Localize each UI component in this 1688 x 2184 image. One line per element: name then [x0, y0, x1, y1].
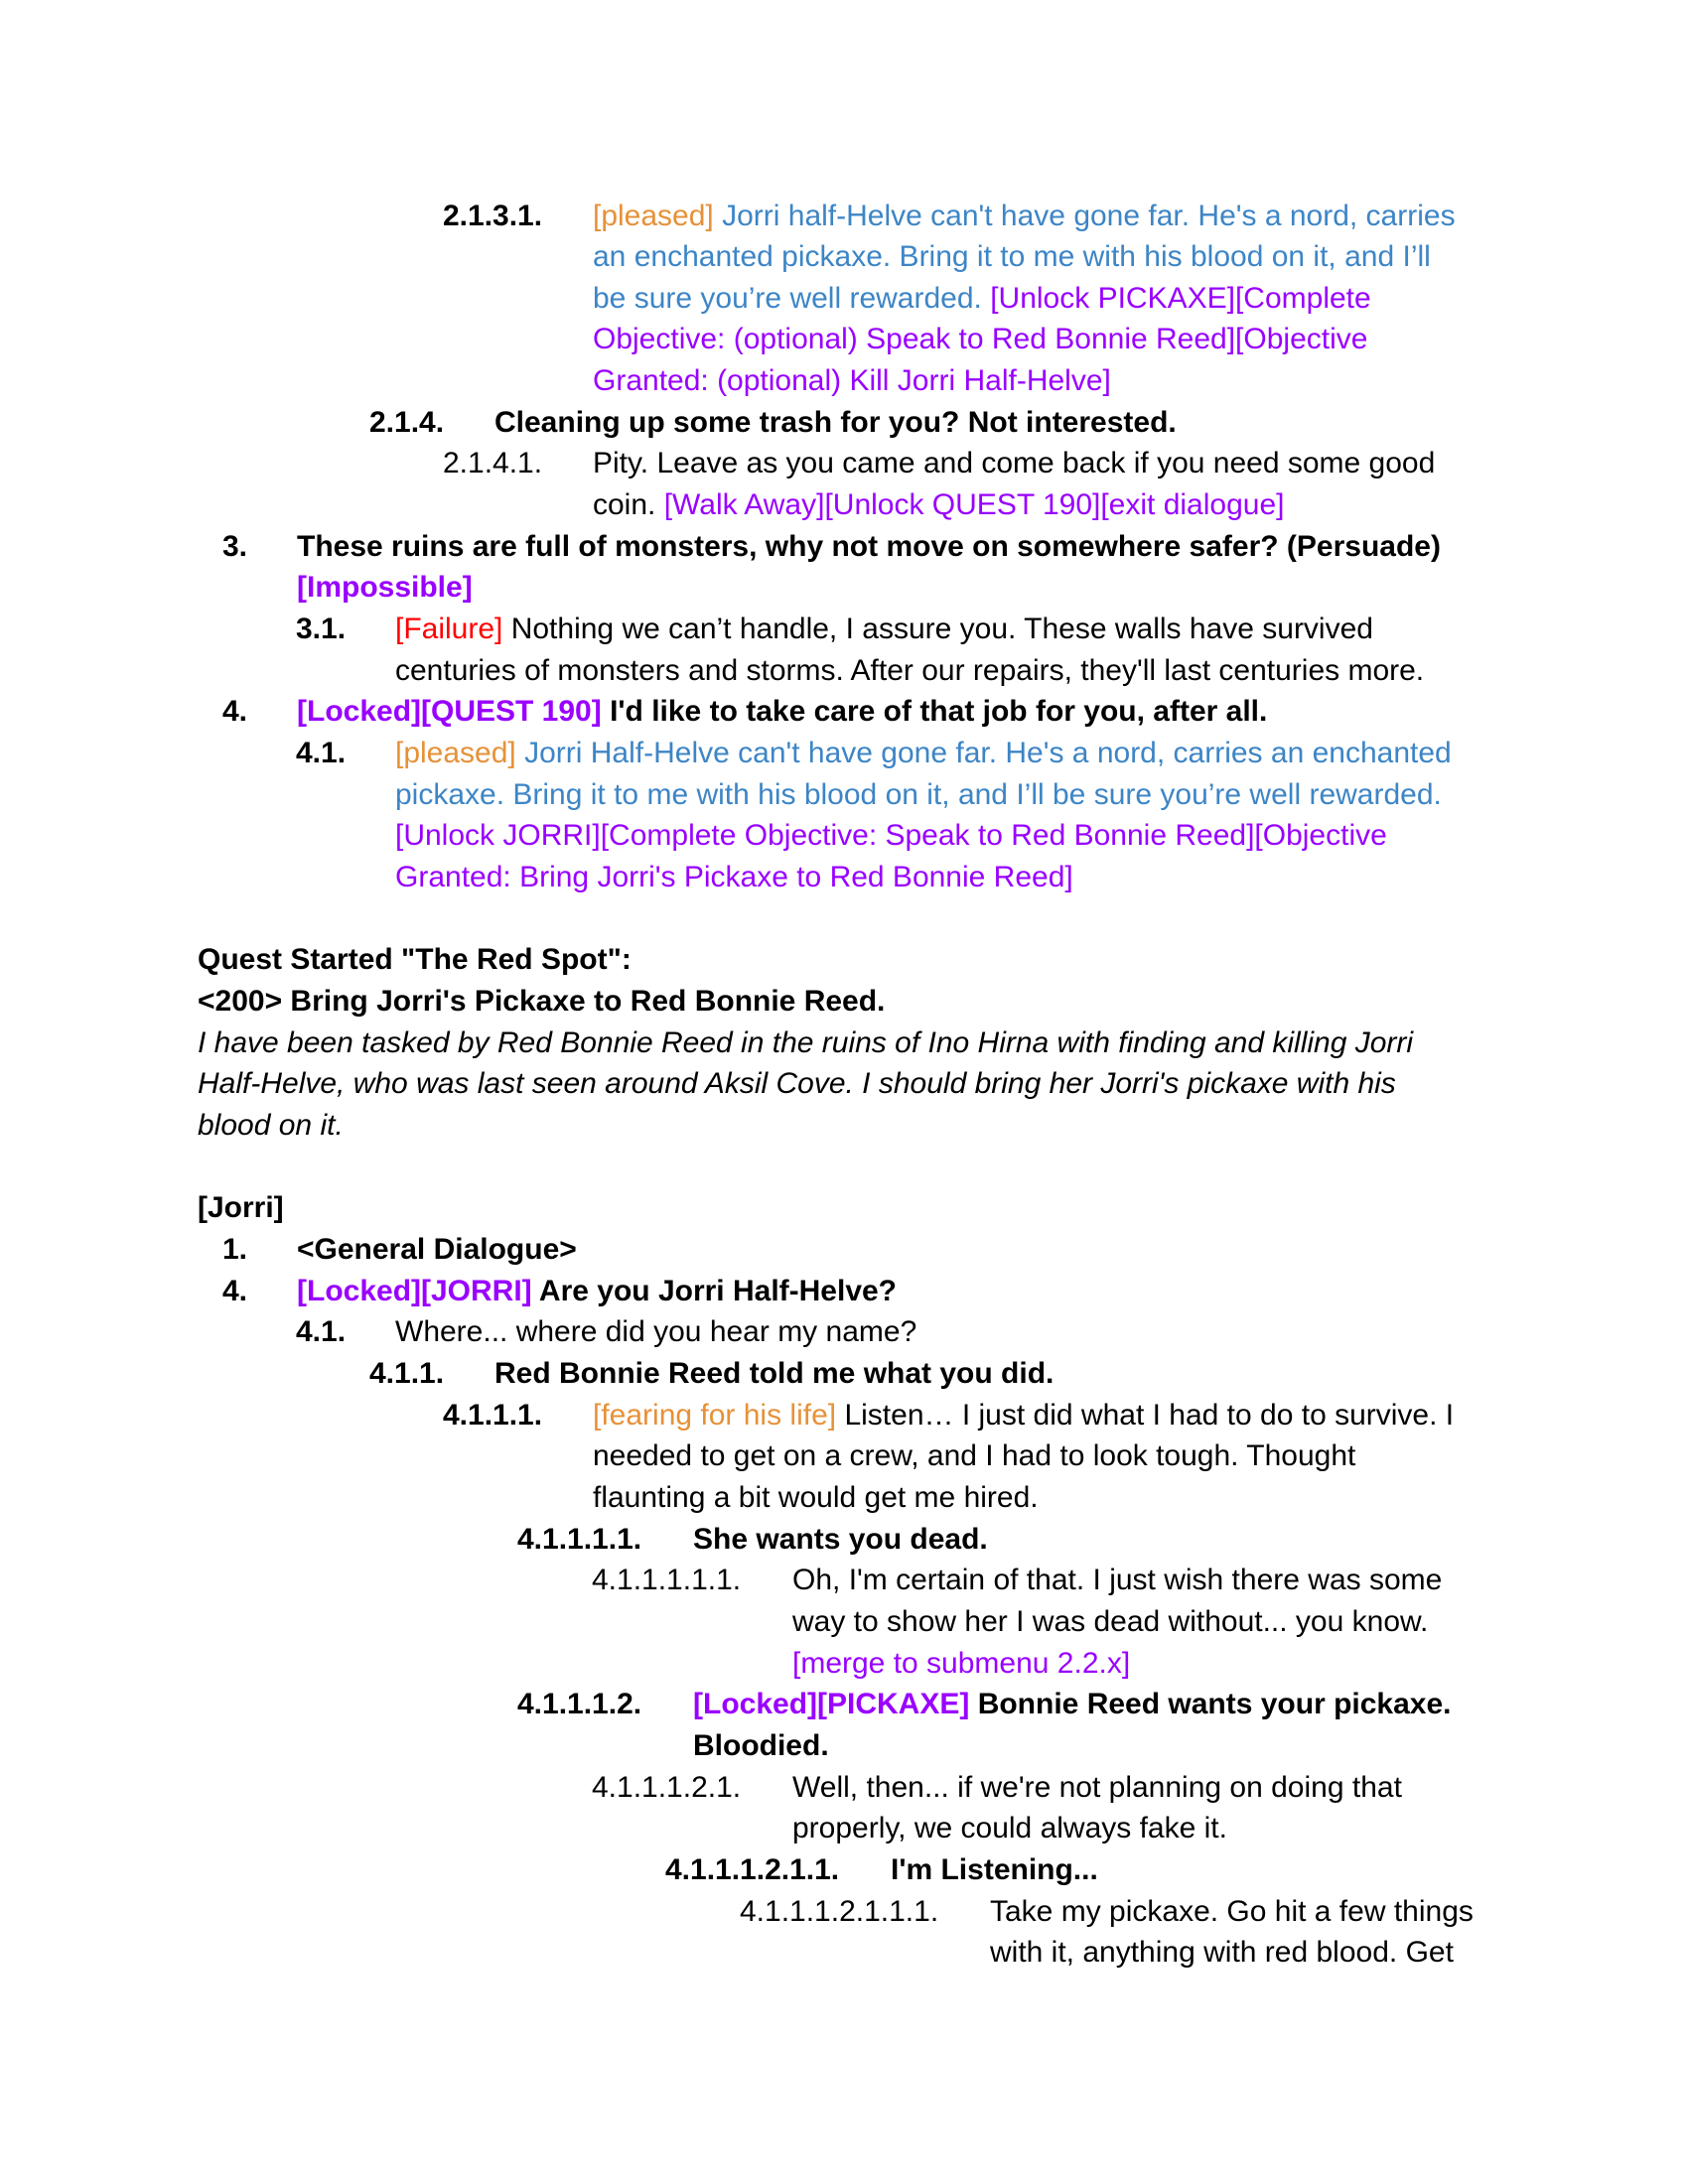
npc-line: Well, then... if we're not planning on doing that	[792, 1771, 1402, 1804]
player-choice: I'm Listening...	[891, 1853, 1098, 1886]
entry-line	[0, 815, 1688, 857]
entry-2-1-4-1	[0, 443, 1688, 484]
quest-journal-line	[0, 1063, 1688, 1105]
npc-line: properly, we could always fake it.	[792, 1812, 1227, 1844]
script-tag: [Unlock PICKAXE][Complete	[990, 282, 1371, 315]
journal-text: Half-Helve, who was last seen around Aksil Cove. I should bring her Jorri's pickaxe with his	[198, 1067, 1396, 1100]
quest-started-heading	[0, 939, 1688, 981]
quest-objective	[0, 981, 1688, 1023]
outline-number: 2.1.4.	[369, 406, 445, 439]
entry-3	[0, 526, 1688, 568]
entry-line	[0, 1808, 1688, 1849]
script-tag: [Walk Away][Unlock QUEST 190][exit dialogue]	[663, 488, 1285, 521]
npc-line: centuries of monsters and storms. After our repairs, they'll last centuries more.	[395, 654, 1425, 687]
locked-tag: [Locked][JORRI]	[297, 1275, 532, 1307]
quest-title: Quest Started "The Red Spot":	[198, 943, 632, 976]
entry-3-1	[0, 609, 1688, 650]
player-choice: Red Bonnie Reed told me what you did.	[494, 1357, 1055, 1390]
npc-line: pickaxe. Bring it to me with his blood on it, and I’ll be sure you’re well rewarded.	[395, 778, 1442, 811]
journal-text: I have been tasked by Red Bonnie Reed in the ruins of Ino Hirna with finding and killing Jorri	[198, 1026, 1414, 1059]
entry-text	[297, 691, 1267, 733]
entry-4	[0, 691, 1688, 733]
entry-2-1-3-1	[0, 196, 1688, 237]
outline-number: 2.1.4.1.	[443, 447, 543, 479]
npc-line: Listen… I just did what I had to do to survive. I	[836, 1399, 1455, 1432]
npc-line: way to show her I was dead without... you know.	[792, 1605, 1429, 1638]
emotion-tag: [pleased]	[395, 737, 516, 769]
objective-text: <200> Bring Jorri's Pickaxe to Red Bonnie Reed.	[198, 985, 886, 1018]
entry-text	[593, 484, 1284, 526]
player-choice: Cleaning up some trash for you? Not interested.	[494, 406, 1177, 439]
outline-number: 4.1.1.1.1.	[517, 1523, 642, 1556]
npc-line: an enchanted pickaxe. Bring it to me with his blood on it, and I’ll	[593, 240, 1431, 273]
entry-line	[0, 857, 1688, 898]
entry-4-1-1-1-2-1-1-1	[0, 1891, 1688, 1933]
npc-line: with it, anything with red blood. Get	[990, 1936, 1454, 1969]
script-tag: Granted: Bring Jorri's Pickaxe to Red Bonnie Reed]	[395, 861, 1073, 893]
speaker-name: [Jorri]	[198, 1191, 284, 1224]
entry-4-1-1-1-2-1	[0, 1767, 1688, 1809]
entry-line	[0, 1932, 1688, 1974]
npc-line: be sure you’re well rewarded.	[593, 282, 991, 315]
quest-journal-line	[0, 1023, 1688, 1064]
emotion-tag: [pleased]	[593, 200, 714, 232]
outline-number: 4.1.	[296, 1315, 347, 1348]
script-tag: Granted: (optional) Kill Jorri Half-Helve]	[593, 364, 1111, 397]
npc-line: Jorri half-Helve can't have gone far. He's a nord, carries	[713, 200, 1456, 232]
npc-line: Pity. Leave as you came and come back if you need some good	[593, 447, 1436, 479]
outline-number: 2.1.3.1.	[443, 200, 543, 232]
outline-number: 4.1.1.1.1.1.	[592, 1564, 742, 1596]
outline-number: 4.1.	[296, 737, 347, 769]
player-choice: <General Dialogue>	[297, 1233, 577, 1266]
player-choice: I'd like to take care of that job for you, after all.	[601, 695, 1268, 728]
entry-4-1-1-1-1-1	[0, 1560, 1688, 1601]
script-tag: [merge to submenu 2.2.x]	[792, 1647, 1131, 1680]
outline-number: 4.1.1.1.2.	[517, 1688, 642, 1720]
outline-number: 4.	[222, 695, 248, 728]
script-tag: [Impossible]	[297, 571, 473, 604]
player-choice: Bonnie Reed wants your pickaxe.	[969, 1688, 1452, 1720]
entry-text	[693, 1684, 1452, 1725]
entry-4-1-1-1-1	[0, 1519, 1688, 1561]
entry-4-1-1-1-2-1-1	[0, 1849, 1688, 1891]
entry-line	[0, 1477, 1688, 1519]
outline-number: 4.1.1.1.2.1.	[592, 1771, 742, 1804]
entry-text	[297, 1271, 897, 1312]
entry-line	[0, 278, 1688, 320]
entry-text	[395, 609, 1373, 650]
entry-line	[0, 1435, 1688, 1477]
entry-text	[593, 1395, 1454, 1436]
entry-line	[0, 567, 1688, 609]
entry-line	[0, 1643, 1688, 1685]
outline-number: 3.1.	[296, 613, 347, 645]
entry-4-1-1-1	[0, 1395, 1688, 1436]
entry-line	[0, 1601, 1688, 1643]
entry-4	[0, 1271, 1688, 1312]
entry-1	[0, 1229, 1688, 1271]
outline-number: 4.1.1.1.	[443, 1399, 543, 1432]
locked-tag: [Locked][PICKAXE]	[693, 1688, 970, 1720]
outline-number: 3.	[222, 530, 248, 563]
npc-line: coin.	[593, 488, 664, 521]
npc-line: Take my pickaxe. Go hit a few things	[990, 1895, 1474, 1928]
entry-line	[0, 650, 1688, 692]
entry-line	[0, 236, 1688, 278]
npc-line: Nothing we can’t handle, I assure you. These walls have survived	[502, 613, 1373, 645]
player-choice: Bloodied.	[693, 1729, 829, 1762]
locked-tag: [Locked][QUEST 190]	[297, 695, 602, 728]
entry-4-1-1-1-2	[0, 1684, 1688, 1725]
npc-line: needed to get on a crew, and I had to look tough. Thought	[593, 1439, 1356, 1472]
speaker-heading	[0, 1187, 1688, 1229]
entry-2-1-4	[0, 402, 1688, 444]
npc-line: Oh, I'm certain of that. I just wish there was some	[792, 1564, 1443, 1596]
quest-journal-line	[0, 1105, 1688, 1147]
script-tag: Objective: (optional) Speak to Red Bonnie Reed][Objective	[593, 323, 1368, 355]
entry-line	[0, 360, 1688, 402]
entry-line	[0, 319, 1688, 360]
entry-line	[0, 484, 1688, 526]
journal-text: blood on it.	[198, 1109, 344, 1142]
npc-line: Where... where did you hear my name?	[395, 1315, 917, 1348]
entry-4-1-1	[0, 1353, 1688, 1395]
outline-number: 4.1.1.	[369, 1357, 445, 1390]
script-tag: [Unlock JORRI][Complete Objective: Speak to Red Bonnie Reed][Objective	[395, 819, 1387, 852]
entry-text	[593, 196, 1456, 237]
outline-number: 1.	[222, 1233, 248, 1266]
outline-number: 4.1.1.1.2.1.1.	[665, 1853, 840, 1886]
outline-number: 4.1.1.1.2.1.1.1.	[740, 1895, 939, 1928]
entry-line	[0, 774, 1688, 816]
player-choice: She wants you dead.	[693, 1523, 988, 1556]
entry-4-1	[0, 733, 1688, 774]
player-choice: Are you Jorri Half-Helve?	[531, 1275, 898, 1307]
emotion-tag: [fearing for his life]	[593, 1399, 837, 1432]
npc-line: flaunting a bit would get me hired.	[593, 1481, 1039, 1514]
failure-tag: [Failure]	[395, 613, 503, 645]
npc-line: Jorri Half-Helve can't have gone far. He's a nord, carries an enchanted	[515, 737, 1452, 769]
entry-line	[0, 1725, 1688, 1767]
entry-4-1	[0, 1311, 1688, 1353]
entry-text	[593, 278, 1371, 320]
player-choice: These ruins are full of monsters, why not move on somewhere safer? (Persuade)	[297, 530, 1441, 563]
entry-text	[395, 733, 1452, 774]
outline-number: 4.	[222, 1275, 248, 1307]
